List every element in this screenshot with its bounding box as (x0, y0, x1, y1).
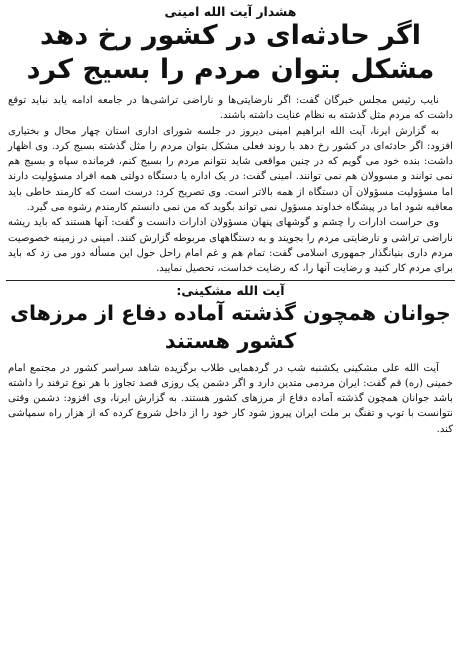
article-2-paragraph-1: آیت الله علی مشکینی یکشنبه شب در گردهمایی طلاب برگزیده شاهد سراسر کشور در مجتمع امام خمینی (ره) قم گفت: ایران مردمی متدین دارد و اگر دشمن یک روزی قصد تجاوز با هر نوع ترفند را داشته باشد جوانان همچون گذشته آماده دفاع از مرزهای کشور هستند. به گزارش ایرنا، وی افزود: دشمن وقتی نتوانست با توپ و تفنگ بر ملت ایران پیروز شود کار خود را از داخل شروع کرده که از هزار راه سمپاشی کند. (8, 362, 453, 435)
article-1-paragraph-2: به گزارش ایرنا، آیت الله ابراهیم امینی دیروز در جلسه شورای اداری استان چهار محال و بختیاری افزود: اگر حادثه‌ای در کشور رخ دهد با روند فعلی مشکل بتوان مردم را مثل گذشته بسیج کرد. وی اظهار داشت: بنده خود می گویم که در چنین مواقعی شاید نتوانم مردم را بسیج کنم، فرمانده سپاه و بسیج هم نمی توانند و مسوولان هم نمی توانند. امینی گفت: در یک اداره یا دستگاه دولتی همه افراد مسؤولیت دارند اما مسؤولیت مسؤولان آن دستگاه از همه بالاتر است. وی تصریح کرد: درست است که کارمند خاطی باید معاقبه شود اما در پیشگاه خداوند مسؤول نمی تواند بگوید که من نمی دانستم کارمندم رشوه می گیرد. (8, 125, 453, 214)
article-2-headline-line-1: جوانان همچون گذشته آماده دفاع از مرزهای (10, 300, 451, 325)
article-2 (6, 283, 455, 437)
article-2-headline-line-2: کشور هستند (164, 328, 297, 353)
article-2-body (8, 361, 453, 437)
article-1-headline-line-1: اگر حادثه‌ای در کشور رخ دهد (40, 20, 421, 51)
article-1-paragraph-3: وی حراست ادارات را چشم و گوشهای پنهان مسؤولان ادارات دانست و گفت: آنها هستند که باید ریشه ناراضی تراشی و نارضایتی مردم را بجویند و به دستگاههای مربوطه گزارش کنند. امینی در زمینه خصوصیت مردم داری بنیانگذار جمهوری اسلامی گفت: تمام هم و غم امام راحل حول این مسأله دور می زد که باید برای مردم کار کنید و رضایت آنها را، که رضایت خداست، تحصیل نمایید. (8, 217, 453, 275)
article-1-kicker: هشدار آیت الله امینی (164, 4, 297, 19)
article-2-kicker: آیت الله مشکینی: (176, 282, 285, 298)
article-1-headline-line-2: مشکل بتوان مردم را بسیج کرد (26, 54, 435, 85)
article-divider (6, 280, 455, 281)
article-1-paragraph-1: نایب رئیس مجلس خبرگان گفت: اگر نارضایتی‌ها و ناراضی تراشی‌ها در جامعه ادامه یابد نباید توقع داشت که مردم مثل گذشته به نظام عنایت داشته باشند. (8, 95, 453, 122)
article-1 (6, 4, 455, 277)
article-1-body (8, 93, 453, 277)
